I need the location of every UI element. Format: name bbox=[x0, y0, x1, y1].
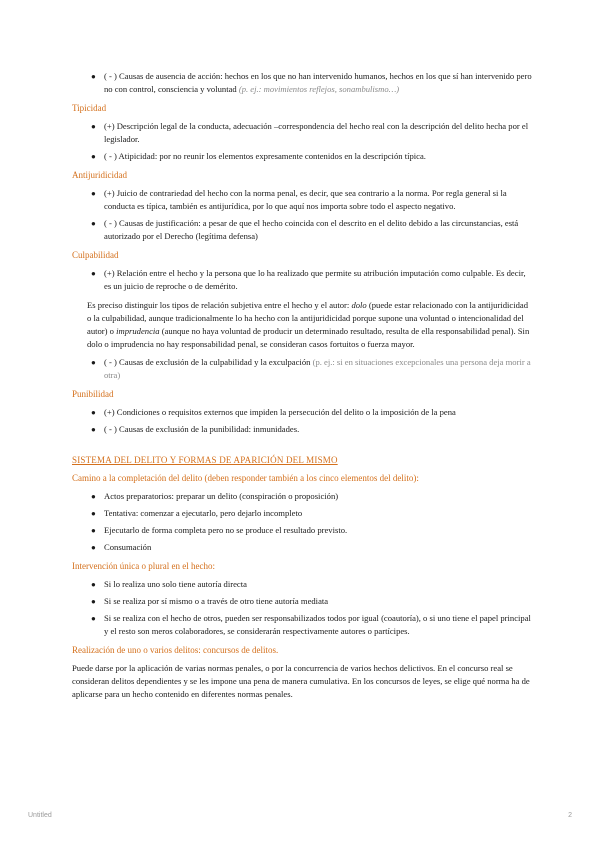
list-item: ● Actos preparatorios: preparar un delito (conspiración o proposición) bbox=[91, 491, 339, 501]
antijuridicidad-list bbox=[72, 187, 532, 243]
culpabilidad-paragraph: Es preciso distinguir los tipos de relación subjetiva entre el hecho y el autor: dolo (puede estar relacionado con la antijuridicidad o la culpabilidad, aunque tradicionalmente lo ha hecho con la antijuridicidad porque supone una voluntad o intencionalidad del autor) o imprudencia (aunque no haya voluntad de producir un determinado resultado, resulta de ella responsabilidad penal). Sin dolo o imprudencia no hay responsabilidad penal, se consideran casos fortuitos o fuerza mayor. bbox=[87, 300, 530, 349]
list-item: ● (+) Condiciones o requisitos externos que impiden la persecución del delito o la imposición de la pena bbox=[91, 407, 456, 417]
footer-page-number: 2 bbox=[568, 812, 572, 819]
section-heading-culpabilidad: Culpabilidad bbox=[72, 250, 119, 260]
bullet-icon: ● bbox=[91, 408, 96, 417]
subheading-concursos: Realización de uno o varios delitos: concursos de delitos. bbox=[72, 645, 279, 655]
accion-text: ( - ) Causas de ausencia de acción: hechos en los que no han intervenido humanos, hechos en los que sí han intervenido pero no con control, consciencia y voluntad bbox=[104, 71, 532, 94]
bullet-icon: ● bbox=[91, 526, 96, 535]
list-item: ● Si se realiza por sí mismo o a través de otro tiene autoría mediata bbox=[91, 596, 329, 606]
list-item: ● Si lo realiza uno solo tiene autoría directa bbox=[91, 579, 247, 589]
list-item: ● Si se realiza con el hecho de otros, pueden ser responsabilizados todos por igual (coautoría), o si uno tiene el papel principal y el resto son meros colaboradores, se considerarán respectivamente autores o partícipes. bbox=[91, 613, 531, 636]
bullet-icon: ● bbox=[91, 425, 96, 434]
bullet-icon: ● bbox=[91, 614, 96, 623]
bullet-icon: ● bbox=[91, 580, 96, 589]
concursos-paragraph: Puede darse por la aplicación de varias normas penales, o por la concurrencia de varios hechos delictivos. En el concurso real se consideran delitos dependientes y se les impone una pena de manera cumulativa. En los concursos de leyes, se elige qué norma ha de aplicarse para un hecho contenido en diferentes normas penales. bbox=[72, 663, 530, 699]
footer-document-title: Untitled bbox=[28, 812, 52, 819]
section-heading-tipicidad: Tipicidad bbox=[72, 103, 107, 113]
subheading-camino: Camino a la completación del delito (deben responder también a los cinco elementos del delito): bbox=[72, 473, 419, 483]
bullet-icon: ● bbox=[91, 152, 96, 161]
bullet-icon: ● bbox=[91, 122, 96, 131]
list-item: ● ( - ) Causas de exclusión de la punibilidad: inmunidades. bbox=[91, 424, 300, 434]
bullet-icon: ● bbox=[91, 509, 96, 518]
list-item: ● Tentativa: comenzar a ejecutarlo, pero dejarlo incompleto bbox=[91, 508, 303, 518]
list-item: ● ( - ) Causas de exclusión de la culpabilidad y la exculpación (p. ej.: si en situaciones excepcionales una persona deja morir a otra) bbox=[91, 357, 531, 380]
accion-list bbox=[72, 70, 532, 96]
punibilidad-list bbox=[72, 406, 532, 436]
section-heading-sistema: SISTEMA DEL DELITO Y FORMAS DE APARICIÓN DEL MISMO bbox=[72, 455, 338, 465]
list-item: ● (+) Descripción legal de la conducta, adecuación –correspondencia del hecho real con la descripción del delito hecha por el legislador. bbox=[91, 121, 529, 144]
list-item bbox=[72, 70, 532, 96]
list-item: ● (+) Juicio de contrariedad del hecho con la norma penal, es decir, que sea contrario a la norma. Por regla general si la conducta es típica, también es antijurídica, por lo que aquí nos importa sobre todo el aspecto negativo. bbox=[91, 188, 507, 211]
culpabilidad-list bbox=[72, 267, 532, 293]
camino-list bbox=[72, 490, 532, 554]
list-item: ● ( - ) Causas de justificación: a pesar de que el hecho coincida con el descrito en el delito debido a las circunstancias, está autorizado por el Derecho (legítima defensa) bbox=[91, 218, 519, 241]
intervencion-list bbox=[72, 578, 532, 638]
tipicidad-list bbox=[72, 120, 532, 163]
bullet-icon: ● bbox=[91, 72, 96, 81]
list-item: ● (+) Relación entre el hecho y la persona que lo ha realizado que permite su atribución imputación como culpable. Es decir, es un juicio de reproche o de demérito. bbox=[91, 268, 526, 291]
subheading-intervencion: Intervención única o plural en el hecho: bbox=[72, 561, 215, 571]
culpabilidad-list-2 bbox=[72, 356, 532, 382]
bullet-icon: ● bbox=[91, 358, 96, 367]
list-item: ● Ejecutarlo de forma completa pero no se produce el resultado previsto. bbox=[91, 525, 348, 535]
bullet-icon: ● bbox=[91, 543, 96, 552]
section-heading-antijuridicidad: Antijuridicidad bbox=[72, 170, 127, 180]
bullet-icon: ● bbox=[91, 269, 96, 278]
bullet-icon: ● bbox=[91, 219, 96, 228]
bullet-icon: ● bbox=[91, 189, 96, 198]
document-body bbox=[72, 70, 532, 706]
accion-note: (p. ej.: movimientos reflejos, sonambulismo…) bbox=[238, 84, 400, 94]
section-heading-punibilidad: Punibilidad bbox=[72, 389, 114, 399]
bullet-icon: ● bbox=[91, 492, 96, 501]
list-item: ● ( - ) Atipicidad: por no reunir los elementos expresamente contenidos en la descripción típica. bbox=[91, 151, 426, 161]
list-item: ● Consumación bbox=[91, 542, 152, 552]
bullet-icon: ● bbox=[91, 597, 96, 606]
